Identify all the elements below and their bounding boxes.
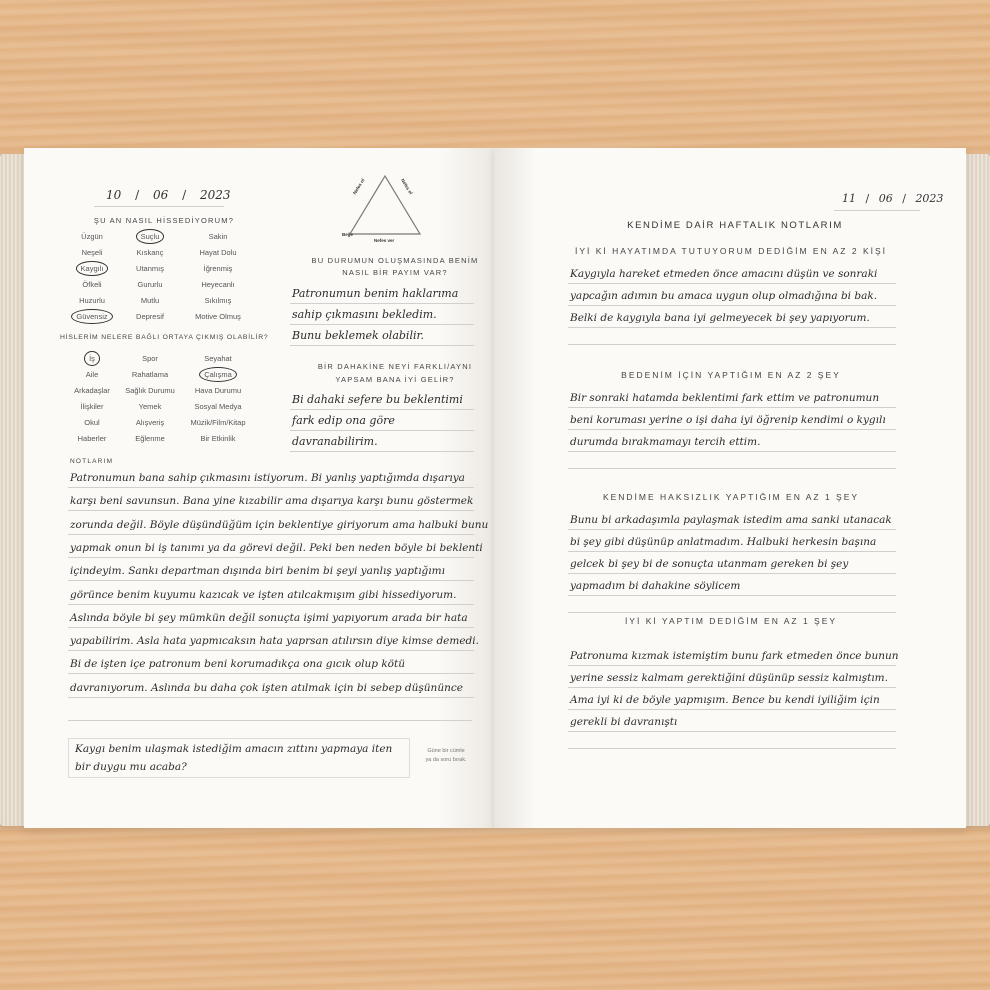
answer-line: Bunu beklemek olabilir. bbox=[292, 329, 425, 342]
triangle-label-bottom-left: Beğe bbox=[342, 232, 354, 237]
next-question-2: YAPSAM BANA İYİ GELİR? bbox=[335, 375, 455, 384]
section-line: yapmadım bi dahakine söylicem bbox=[570, 580, 741, 592]
date-month: 06 bbox=[152, 188, 169, 202]
left-date: 10 / 06 / 2023 bbox=[106, 188, 231, 202]
blank-line bbox=[568, 344, 896, 345]
related-option: Haberler bbox=[77, 434, 107, 443]
section-title: BEDENİM İÇİN YAPTIĞIM EN AZ 2 ŞEY bbox=[621, 370, 841, 380]
related-question: HİSLERİM NELERE BAĞLI ORTAYA ÇIKMIŞ OLABİLİR? bbox=[60, 334, 269, 341]
triangle-label-bottom: Nefes ver bbox=[374, 238, 395, 243]
section-title: İYİ Kİ YAPTIM DEDİĞİM EN AZ 1 ŞEY bbox=[624, 616, 838, 626]
section-line: Bir sonraki hatamda beklentimi fark ettim ve patronumun bbox=[570, 392, 880, 404]
related-option bbox=[188, 370, 248, 379]
right-page bbox=[494, 148, 966, 828]
related-option: Rahatlama bbox=[131, 370, 169, 379]
circled-selection: Kaygılı bbox=[76, 261, 109, 276]
circled-selection: Güvensiz bbox=[71, 309, 112, 324]
feeling-option: Depresif bbox=[136, 312, 164, 321]
feeling-option: Mutlu bbox=[140, 296, 160, 305]
open-journal bbox=[0, 148, 990, 832]
box-hint-1: Güne bir cümle bbox=[427, 748, 465, 754]
section-line: bi şey gibi düşünüp anlatmadım. Halbuki herkesin başına bbox=[570, 536, 877, 548]
blank-line bbox=[568, 468, 896, 469]
feeling-option: Hayat Dolu bbox=[199, 248, 237, 257]
ruled-line bbox=[290, 451, 474, 452]
related-option: Alışveriş bbox=[135, 418, 165, 427]
how-question-1: BU DURUMUN OLUŞMASINDA BENİM bbox=[311, 256, 479, 265]
notes-line: davranıyorum. Aslında bu daha çok işten atılmak için bi sebep düşününce bbox=[70, 681, 463, 694]
ruled-line bbox=[568, 573, 896, 574]
box-hint-2: ya da soru bırak. bbox=[425, 757, 467, 763]
notes-line: karşı beni savunsun. Bana yine kızabilir ama dışarıya karşı bunu göstermek bbox=[70, 495, 474, 508]
related-option: Arkadaşlar bbox=[74, 386, 110, 395]
notes-line: görünce benim kuyumu kazıcak ve işten atılcakmışım gibi hissediyorum. bbox=[70, 588, 457, 601]
ruled-line bbox=[290, 324, 474, 325]
ruled-line bbox=[68, 510, 474, 511]
section-line: Kaygıyla hareket etmeden önce amacını düşün ve sonraki bbox=[570, 268, 878, 280]
ruled-line bbox=[290, 345, 474, 346]
notes-label: NOTLARIM bbox=[70, 458, 114, 465]
feeling-option: İğrenmiş bbox=[203, 264, 233, 273]
answer-line: Bi dahaki sefere bu beklentimi bbox=[292, 393, 463, 406]
ruled-line bbox=[568, 451, 896, 452]
ruled-line bbox=[568, 327, 896, 328]
ruled-line bbox=[568, 529, 896, 530]
section-line: yapcağın adımın bu amaca uygun olup olmadığına bi bak. bbox=[570, 290, 878, 302]
answer-line: fark edip ona göre bbox=[292, 414, 395, 427]
ruled-line bbox=[68, 604, 474, 605]
related-option: Bir Etkinlik bbox=[200, 434, 236, 443]
notes-end-line bbox=[68, 720, 472, 721]
ruled-line bbox=[568, 551, 896, 552]
related-option: Okul bbox=[84, 418, 100, 427]
section-title: KENDİME HAKSIZLIK YAPTIĞIM EN AZ 1 ŞEY bbox=[602, 492, 860, 502]
box-line-2: bir duygu mu acaba? bbox=[75, 761, 187, 773]
ruled-line bbox=[68, 557, 474, 558]
feeling-option: Kıskanç bbox=[136, 248, 164, 257]
date-year: 2023 bbox=[915, 192, 944, 205]
ruled-line bbox=[290, 430, 474, 431]
ruled-line bbox=[68, 673, 474, 674]
box-line-1: Kaygı benim ulaşmak istediğim amacın zıttını yapmaya iten bbox=[75, 743, 393, 755]
circled-selection: Çalışma bbox=[199, 367, 237, 382]
related-option: Sağlık Durumu bbox=[125, 386, 175, 395]
ruled-line bbox=[568, 665, 896, 666]
ruled-line bbox=[568, 305, 896, 306]
date-month: 06 bbox=[878, 192, 893, 205]
ruled-line bbox=[568, 429, 896, 430]
related-option: Yemek bbox=[138, 402, 162, 411]
section-line: Patronuma kızmak istemiştim bunu fark etmeden önce bunun bbox=[570, 650, 899, 662]
related-option: Sosyal Medya bbox=[194, 402, 242, 411]
related-option: Spor bbox=[142, 354, 158, 363]
date-line bbox=[834, 210, 920, 211]
how-question-2: NASIL BİR PAYIM VAR? bbox=[342, 268, 448, 277]
ruled-line bbox=[568, 407, 896, 408]
ruled-line bbox=[568, 595, 896, 596]
ruled-line bbox=[290, 409, 474, 410]
blank-line bbox=[568, 748, 896, 749]
triangle-label-left: Nefes ol bbox=[351, 177, 366, 196]
circled-selection: Suçlu bbox=[136, 229, 165, 244]
feeling-option: Öfkeli bbox=[82, 280, 102, 289]
ruled-line bbox=[568, 731, 896, 732]
date-day: 10 bbox=[106, 188, 122, 202]
notes-line: zorunda değil. Böyle düşündüğüm için beklentiye giriyorum ama halbuki bunu bbox=[70, 518, 489, 531]
answer-line: davranabilirim. bbox=[292, 435, 378, 448]
notes-line: Patronumun bana sahip çıkmasını istiyorum. Bi yanlış yaptığımda dışarıya bbox=[70, 472, 465, 484]
related-option: Seyahat bbox=[204, 354, 232, 363]
ruled-line bbox=[68, 627, 474, 628]
answer-line: sahip çıkmasını bekledim. bbox=[292, 308, 437, 321]
ruled-line bbox=[568, 687, 896, 688]
section-line: Bunu bi arkadaşımla paylaşmak istedim ama sanki utanacak bbox=[570, 514, 892, 526]
feeling-option: Üzgün bbox=[81, 232, 103, 241]
feeling-option: Huzurlu bbox=[79, 296, 105, 305]
blank-line bbox=[568, 612, 896, 613]
ruled-line bbox=[68, 534, 474, 535]
feeling-question: ŞU AN NASIL HİSSEDİYORUM? bbox=[93, 216, 235, 225]
section-line: beni koruması yerine o işi daha iyi öğrenip kendimi o kygılı bbox=[570, 414, 886, 426]
notes-line: Bi de işten içe patronum beni korumadıkça ona gıcık olup kötü bbox=[70, 658, 405, 671]
feeling-option: Neşeli bbox=[81, 248, 103, 257]
feeling-option: Utanmış bbox=[136, 264, 164, 273]
ruled-line bbox=[568, 283, 896, 284]
ruled-line bbox=[68, 650, 474, 651]
feeling-option: Motive Olmuş bbox=[195, 312, 241, 321]
feeling-option bbox=[120, 232, 180, 241]
section-title: İYİ Kİ HAYATIMDA TUTUYORUM DEDİĞİM EN AZ 2 KİŞİ bbox=[574, 246, 888, 256]
page-stack-right bbox=[962, 154, 990, 826]
feeling-option bbox=[62, 264, 122, 273]
date-line bbox=[94, 206, 224, 207]
notes-line: yapmak onun bi iş tanımı ya da görevi değil. Peki ben neden böyle bi beklenti bbox=[70, 541, 483, 554]
section-line: gerekli bi davranıştı bbox=[570, 716, 678, 728]
triangle-label-right: Nefes ol bbox=[399, 177, 414, 196]
daily-question-box bbox=[68, 738, 410, 778]
ruled-line bbox=[68, 487, 474, 488]
breathing-triangle-icon bbox=[342, 170, 428, 244]
feeling-option bbox=[62, 312, 122, 321]
related-option: Hava Durumu bbox=[194, 386, 242, 395]
ruled-line bbox=[290, 303, 474, 304]
feeling-option: Sakin bbox=[208, 232, 228, 241]
section-line: Belki de kaygıyla bana iyi gelmeyecek bi şey yapıyorum. bbox=[570, 312, 870, 324]
next-question-1: BİR DAHAKİNE NEYİ FARKLI/AYNI bbox=[317, 362, 473, 371]
feeling-option: Gururlu bbox=[137, 280, 163, 289]
section-line: Ama iyi ki de böyle yapmışım. Bence bu kendi iyiliğim için bbox=[570, 694, 880, 706]
section-line: yerine sessiz kalmam gerektiğini düşünüp sessiz kalmıştım. bbox=[570, 672, 888, 684]
related-option: Eğlenme bbox=[135, 434, 165, 443]
circled-selection: İş bbox=[84, 351, 100, 366]
related-option: Aile bbox=[85, 370, 99, 379]
section-line: gelcek bi şey bi de sonuçta utanmam gereken bi şey bbox=[570, 558, 849, 570]
notes-line: Aslında böyle bi şey mümkün değil sonuçta işimi yapıyorum arada bir hata bbox=[70, 611, 468, 624]
related-option bbox=[62, 354, 122, 363]
related-option: Müzik/Film/Kitap bbox=[190, 418, 246, 427]
related-option: İlişkiler bbox=[80, 402, 104, 411]
feeling-option: Sıkılmış bbox=[204, 296, 232, 305]
ruled-line bbox=[68, 697, 474, 698]
date-year: 2023 bbox=[199, 188, 231, 202]
right-date: 11 / 06 / 2023 bbox=[842, 192, 944, 205]
ruled-line bbox=[568, 709, 896, 710]
notes-line: içindeyim. Sankı departman dışında biri benim bi şeyi yanlış yaptığımı bbox=[70, 565, 445, 578]
date-day: 11 bbox=[842, 192, 856, 205]
section-line: durumda bırakmamayı tercih ettim. bbox=[570, 436, 761, 448]
ruled-line bbox=[68, 580, 474, 581]
left-page bbox=[24, 148, 494, 828]
notes-line: yapabilirim. Asla hata yapmıcaksın hata yaprsan atılırsın diye kimse demedi. bbox=[70, 635, 479, 648]
weekly-notes-title: KENDİME DAİR HAFTALIK NOTLARIM bbox=[627, 220, 843, 231]
answer-line: Patronumun benim haklarıma bbox=[292, 287, 459, 300]
feeling-option: Heyecanlı bbox=[201, 280, 235, 289]
